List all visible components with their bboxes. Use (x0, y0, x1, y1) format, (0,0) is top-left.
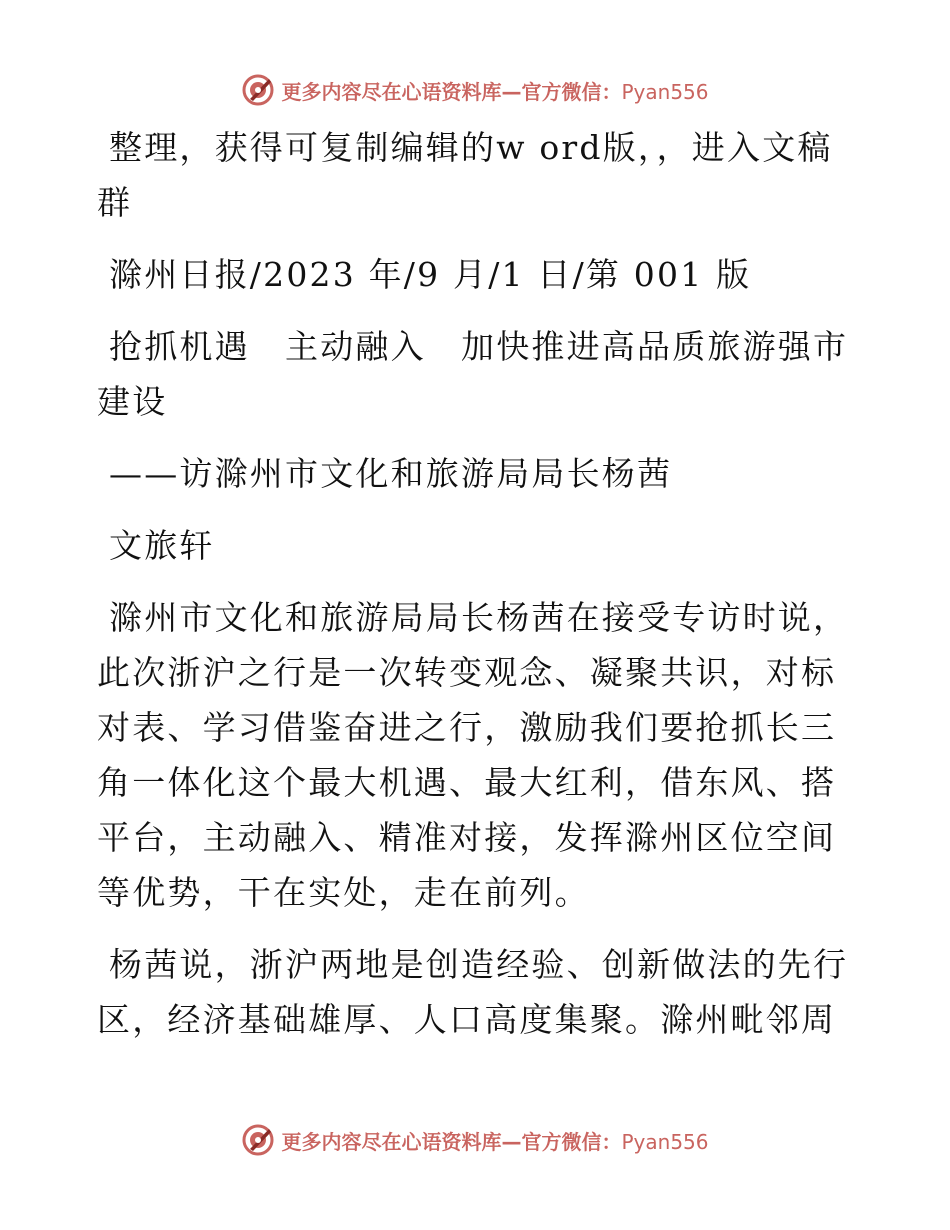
wechat-id: Pyan556 (621, 79, 709, 104)
document-body (97, 120, 857, 1047)
quill-seal-icon (241, 73, 275, 107)
source-line: 滁州日报/2023 年/9 月/1 日/第 001 版 (109, 255, 752, 294)
watermark-label: 更多内容尽在心语资料库—官方微信： (281, 79, 622, 104)
header-watermark-banner (0, 70, 950, 110)
article-subtitle: ——访滁州市文化和旅游局局长杨茜 (109, 454, 673, 493)
watermark-label: 更多内容尽在心语资料库—官方微信： (281, 1129, 622, 1154)
watermark-text (281, 1126, 708, 1155)
body-paragraph: 滁州市文化和旅游局局长杨茜在接受专访时说，此次浙沪之行是一次转变观念、凝聚共识，对标对表、学习借鉴奋进之行，激励我们要抢抓长三角一体化这个最大机遇、最大红利，借东风、搭平台，主动融入、精准对接，发挥滁州区位空间等优势，干在实处，走在前列。 (97, 598, 849, 912)
wechat-id: Pyan556 (621, 1129, 709, 1154)
article-title: 抢抓机遇 主动融入 加快推进高品质旅游强市建设 (97, 327, 849, 421)
body-paragraph: 杨茜说，浙沪两地是创造经验、创新做法的先行区，经济基础雄厚、人口高度集聚。滁州毗邻周 (97, 945, 849, 1039)
author-line: 文旅轩 (109, 526, 215, 565)
note-paragraph: 整理，获得可复制编辑的w ord版，，进入文稿群 (97, 128, 833, 222)
quill-seal-icon (241, 1123, 275, 1157)
footer-watermark-banner (0, 1120, 950, 1160)
watermark-text (281, 76, 708, 105)
